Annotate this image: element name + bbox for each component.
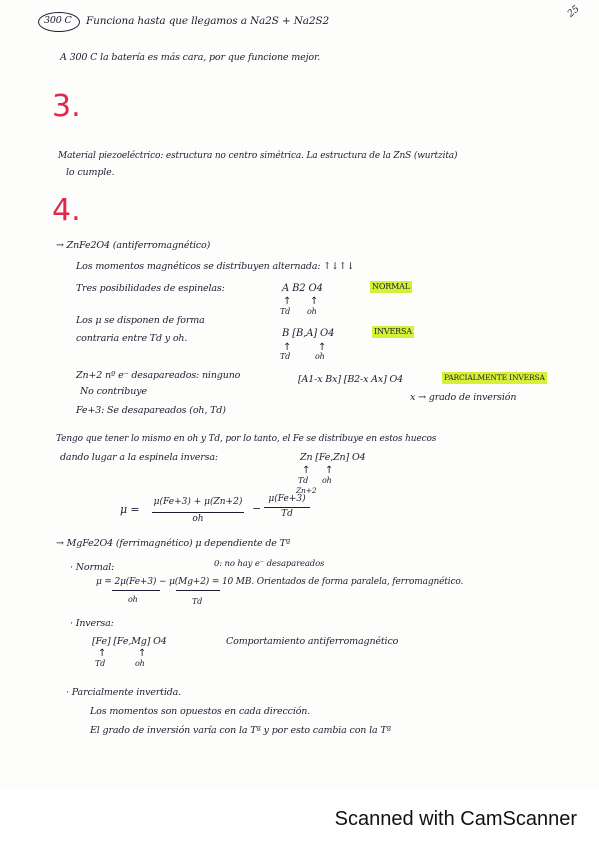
znfe-line-2: Tres posibilidades de espinelas:	[76, 283, 225, 294]
section-3-number: 3.	[52, 89, 81, 124]
arrow-up-icon: ↑	[325, 465, 334, 476]
label-normal: NORMAL	[372, 282, 410, 291]
label-inverse: INVERSA	[374, 327, 413, 336]
mgfe-title: → MgFe2O4 (ferrimagnético) μ dependiente de Tª	[56, 538, 291, 549]
zn-ion-label: Zn+2	[296, 486, 317, 495]
scanner-watermark: Scanned with CamScanner	[334, 808, 577, 830]
partial-line-1: Los momentos son opuestos en cada dirección.	[90, 706, 311, 717]
arrow-up-icon: ↑	[283, 296, 292, 307]
normal-den-oh: oh	[128, 595, 138, 604]
circle-label: 300 C	[44, 15, 72, 26]
arrow-up-icon: ↑	[98, 648, 107, 659]
arrow-up-icon: ↑	[318, 342, 327, 353]
section-3-line-1: Material piezoeléctrico: estructura no centro simétrica. La estructura de la ZnS (wurtzita)	[58, 151, 458, 161]
normal-note: 0: no hay e⁻ desapareados	[214, 559, 325, 569]
fraction-1-numerator: μ(Fe+3) + μ(Zn+2)	[153, 497, 243, 507]
td-label: Td	[280, 352, 291, 361]
header-line-1: Funciona hasta que llegamos a Na2S + Na2S2	[86, 15, 330, 27]
section-3-line-2: lo cumple.	[66, 167, 115, 178]
oh-label: oh	[322, 476, 332, 485]
label-partial: PARCIALMENTE INVERSA	[444, 373, 545, 382]
inversion-degree-note: x → grado de inversión	[410, 392, 517, 403]
znfe-title: → ZnFe2O4 (antiferromagnético)	[56, 240, 211, 251]
fraction-1-bar	[152, 512, 244, 513]
fraction-2-bar	[264, 507, 310, 508]
tengo-line-1: Tengo que tener lo mismo en oh y Td, por lo tanto, el Fe se distribuye en estos huecos	[56, 434, 437, 444]
tengo-line-2: dando lugar a la espinela inversa:	[60, 452, 218, 463]
disposition-line-1: Los μ se disponen de forma	[76, 315, 205, 326]
td-label: Td	[95, 659, 106, 668]
fraction-1-denominator: oh	[192, 514, 204, 524]
normal-fraction-bar	[176, 590, 220, 591]
mu-symbol: μ =	[120, 503, 140, 516]
inverse-formula: [Fe] [Fe,Mg] O4	[92, 636, 167, 647]
disposition-line-2: contraria entre Td y oh.	[76, 333, 188, 344]
formula-zn: Zn [Fe,Zn] O4	[300, 452, 366, 463]
td-label: Td	[298, 476, 309, 485]
partial-line-2: El grado de inversión varía con la Tª y por esto cambia con la Tª	[90, 725, 391, 736]
td-label: Td	[280, 307, 291, 316]
formula-partial: [A1-x Bx] [B2-x Ax] O4	[298, 374, 404, 385]
fe-electrons-line: Fe+3: Se desapareados (oh, Td)	[76, 405, 226, 416]
zn-contribution-line: No contribuye	[80, 386, 147, 397]
oh-label: oh	[307, 307, 317, 316]
normal-den-td: Td	[192, 597, 203, 606]
zn-electrons-line: Zn+2 nº e⁻ desapareados: ninguno	[76, 370, 241, 381]
inverse-label: · Inversa:	[70, 618, 114, 629]
arrow-up-icon: ↑	[302, 465, 311, 476]
normal-formula: μ = 2μ(Fe+3) − μ(Mg+2) = 10 MB. Orientados de forma paralela, ferromagnético.	[96, 577, 464, 587]
corner-mark: 25	[565, 3, 582, 20]
arrow-up-icon: ↑	[138, 648, 147, 659]
minus-sign: −	[252, 502, 262, 515]
fraction-2-denominator: Td	[281, 509, 293, 519]
header-line-2: A 300 C la batería es más cara, por que funcione mejor.	[60, 52, 321, 63]
section-4-number: 4.	[52, 193, 81, 228]
formula-normal: A B2 O4	[282, 283, 323, 294]
oh-label: oh	[315, 352, 325, 361]
normal-fraction-bar	[112, 590, 160, 591]
partial-label: · Parcialmente invertida.	[66, 687, 182, 698]
fraction-2-numerator: μ(Fe+3)	[268, 494, 306, 504]
formula-inverse: B [B,A] O4	[282, 328, 335, 339]
arrow-up-icon: ↑	[310, 296, 319, 307]
normal-label: · Normal:	[70, 562, 115, 573]
arrow-up-icon: ↑	[283, 342, 292, 353]
inverse-behaviour: Comportamiento antiferromagnético	[226, 636, 399, 647]
znfe-line-1: Los momentos magnéticos se distribuyen alternada: ↑↓↑↓	[76, 261, 355, 272]
oh-label: oh	[135, 659, 145, 668]
